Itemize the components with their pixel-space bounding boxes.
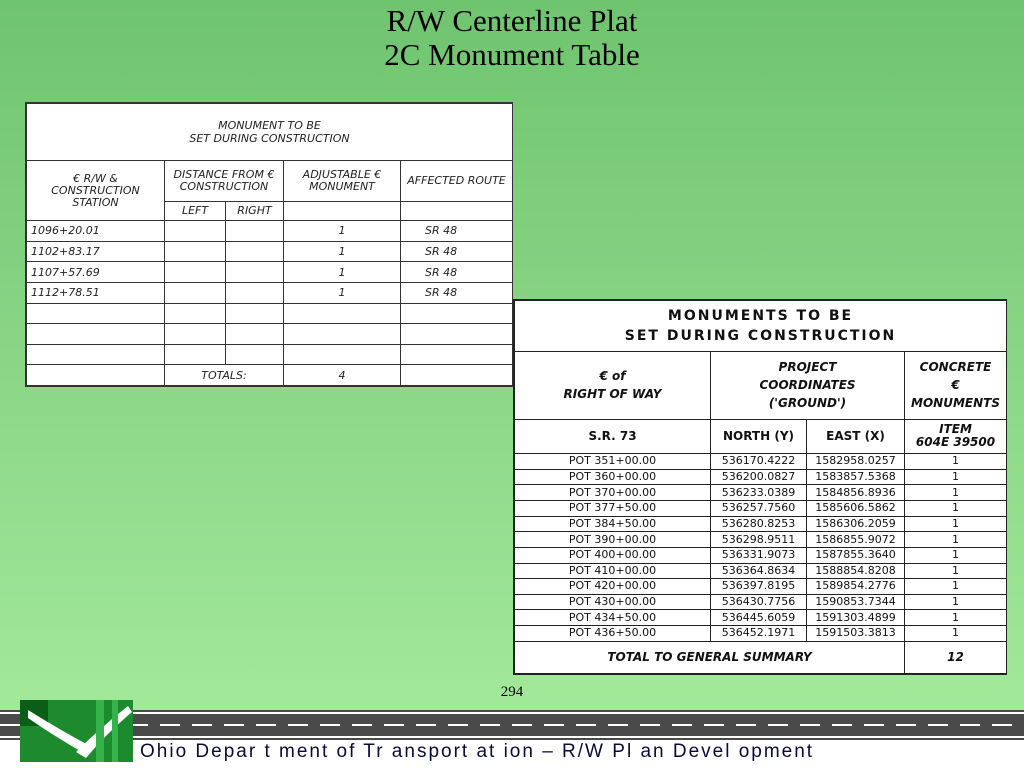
slide-title <box>0 4 1024 72</box>
table2-cell-pot: POT 351+00.00 <box>515 454 711 470</box>
table2-header-sr: S.R. 73 <box>515 419 711 453</box>
table2-cell-north: 536452.1971 <box>711 626 807 642</box>
monument-table-large <box>513 299 1007 675</box>
title-line-1: R/W Centerline Plat <box>386 3 638 38</box>
table1-cell-route <box>401 303 513 324</box>
table2-header-east: EAST (X) <box>807 419 905 453</box>
table2-cell-pot: POT 370+00.00 <box>515 485 711 501</box>
table2-row <box>515 610 1007 626</box>
table2-header-item-line1: ITEM <box>939 422 972 437</box>
table2-cell-north: 536170.4222 <box>711 454 807 470</box>
monument-table-small <box>25 102 513 387</box>
table2-cell-north: 536364.8634 <box>711 563 807 579</box>
table1-row <box>27 241 513 262</box>
table2-cell-count: 1 <box>905 532 1007 548</box>
table1-header-affected: AFFECTED ROUTE <box>401 161 513 201</box>
table2-header-col2-line2: COORDINATES <box>759 378 856 393</box>
table1-cell-station <box>27 344 165 365</box>
table1-cell-left <box>165 282 226 303</box>
table2-header-col3-line1: CONCRETE <box>919 360 992 375</box>
table1-cell-left <box>165 221 226 242</box>
table2-row <box>515 501 1007 517</box>
table2-cell-east: 1591503.3813 <box>807 626 905 642</box>
table1-totals-value: 4 <box>284 365 401 386</box>
table2-row <box>515 594 1007 610</box>
table1-cell-left <box>165 303 226 324</box>
table2-cell-count: 1 <box>905 501 1007 517</box>
table2-row <box>515 626 1007 642</box>
table2-cell-north: 536430.7756 <box>711 594 807 610</box>
table2-header-coordinates <box>711 352 905 420</box>
table2-cell-pot: POT 436+50.00 <box>515 626 711 642</box>
table2-row <box>515 516 1007 532</box>
table2-caption-line1: MONUMENTS TO BE <box>667 308 854 325</box>
title-line-2: 2C Monument Table <box>384 37 640 72</box>
table1-row <box>27 282 513 303</box>
table2-cell-north: 536298.9511 <box>711 532 807 548</box>
table2-header-item-line2: 604E 39500 <box>915 435 996 450</box>
table2-cell-pot: POT 384+50.00 <box>515 516 711 532</box>
table1-cell-route <box>401 324 513 345</box>
table1-cell-adjustable: 1 <box>284 262 401 283</box>
table2-cell-east: 1587855.3640 <box>807 547 905 563</box>
table1-cell-left <box>165 241 226 262</box>
table2-cell-north: 536445.6059 <box>711 610 807 626</box>
table2-cell-pot: POT 400+00.00 <box>515 547 711 563</box>
table1-header-left: LEFT <box>165 201 226 221</box>
table1-cell-left <box>165 262 226 283</box>
table2-row <box>515 563 1007 579</box>
table2-cell-pot: POT 390+00.00 <box>515 532 711 548</box>
table1-header-station: € R/W & CONSTRUCTION STATION <box>27 161 165 221</box>
table1-cell-right <box>226 241 284 262</box>
table2-cell-count: 1 <box>905 610 1007 626</box>
table2-header-col3-line2: € <box>951 378 960 393</box>
road-stripe-banner <box>0 710 1024 740</box>
table1-cell-adjustable <box>284 303 401 324</box>
table2-total-label: TOTAL TO GENERAL SUMMARY <box>515 641 905 673</box>
table2-cell-pot: POT 420+00.00 <box>515 579 711 595</box>
table2-header-col2-line3: ('GROUND') <box>768 396 847 411</box>
table1-cell-route: SR 48 <box>401 282 513 303</box>
table1-cell-right <box>226 324 284 345</box>
table2-cell-north: 536200.0827 <box>711 469 807 485</box>
table1-cell-station: 1107+57.69 <box>27 262 165 283</box>
table1-cell-station: 1102+83.17 <box>27 241 165 262</box>
table2-cell-count: 1 <box>905 485 1007 501</box>
table1-cell-adjustable: 1 <box>284 241 401 262</box>
table2-cell-pot: POT 360+00.00 <box>515 469 711 485</box>
table2-cell-pot: POT 410+00.00 <box>515 563 711 579</box>
table1-cell-left <box>165 344 226 365</box>
table1-cell-left <box>165 324 226 345</box>
table2-cell-east: 1583857.5368 <box>807 469 905 485</box>
odot-logo-icon <box>20 700 133 762</box>
table2-cell-north: 536397.8195 <box>711 579 807 595</box>
table2-cell-count: 1 <box>905 454 1007 470</box>
table2-row <box>515 547 1007 563</box>
table1-caption-line2: SET DURING CONSTRUCTION <box>189 132 350 146</box>
table1-cell-station <box>27 303 165 324</box>
table2-caption <box>515 301 1007 352</box>
table2-total-value: 12 <box>905 641 1007 673</box>
table1-cell-right <box>226 303 284 324</box>
table2-cell-north: 536257.7560 <box>711 501 807 517</box>
table2-cell-count: 1 <box>905 563 1007 579</box>
table2-cell-east: 1589854.2776 <box>807 579 905 595</box>
table2-header-monuments <box>905 352 1007 420</box>
table1-cell-adjustable <box>284 324 401 345</box>
table2-cell-east: 1590853.7344 <box>807 594 905 610</box>
table2-cell-count: 1 <box>905 547 1007 563</box>
table2-header-col1-line2: RIGHT OF WAY <box>563 387 662 402</box>
page-number: 294 <box>500 684 524 700</box>
table1-cell-right <box>226 262 284 283</box>
table2-cell-east: 1584856.8936 <box>807 485 905 501</box>
table2-cell-pot: POT 434+50.00 <box>515 610 711 626</box>
table1-cell-station: 1096+20.01 <box>27 221 165 242</box>
table1-totals-label: TOTALS: <box>165 365 284 386</box>
table2-header-col2-line1: PROJECT <box>778 360 837 375</box>
table1-row <box>27 303 513 324</box>
table1-row <box>27 221 513 242</box>
table2-header-north: NORTH (Y) <box>711 419 807 453</box>
footer-text: Ohio Depar t ment of Tr ansport at ion – R/W Pl an Devel opment <box>140 741 815 762</box>
table2-header-col3-line3: MONUMENTS <box>911 396 1000 411</box>
table2-cell-count: 1 <box>905 626 1007 642</box>
table2-cell-count: 1 <box>905 516 1007 532</box>
table1-caption <box>27 104 513 161</box>
table1-cell-right <box>226 221 284 242</box>
table2-row <box>515 579 1007 595</box>
table1-row <box>27 324 513 345</box>
table2-cell-east: 1586306.2059 <box>807 516 905 532</box>
table1-header-adjustable: ADJUSTABLE € MONUMENT <box>284 161 401 201</box>
table1-header-right: RIGHT <box>226 201 284 221</box>
table2-header-row <box>515 352 711 420</box>
table2-cell-east: 1585606.5862 <box>807 501 905 517</box>
table2-row <box>515 532 1007 548</box>
table2-cell-north: 536233.0389 <box>711 485 807 501</box>
table2-row <box>515 469 1007 485</box>
table2-cell-east: 1582958.0257 <box>807 454 905 470</box>
table2-cell-east: 1586855.9072 <box>807 532 905 548</box>
table2-caption-line2: SET DURING CONSTRUCTION <box>624 328 897 345</box>
table2-cell-north: 536280.8253 <box>711 516 807 532</box>
table1-row <box>27 344 513 365</box>
table1-cell-adjustable: 1 <box>284 282 401 303</box>
table2-cell-pot: POT 430+00.00 <box>515 594 711 610</box>
table1-cell-right <box>226 344 284 365</box>
table1-cell-route: SR 48 <box>401 262 513 283</box>
table1-cell-adjustable: 1 <box>284 221 401 242</box>
table1-cell-adjustable <box>284 344 401 365</box>
table2-header-item <box>905 419 1007 453</box>
table1-header-distance: DISTANCE FROM € CONSTRUCTION <box>165 161 284 201</box>
table2-cell-count: 1 <box>905 469 1007 485</box>
table1-cell-route <box>401 344 513 365</box>
table1-caption-line1: MONUMENT TO BE <box>218 119 321 133</box>
table2-cell-north: 536331.9073 <box>711 547 807 563</box>
table1-cell-station <box>27 324 165 345</box>
table2-cell-east: 1591303.4899 <box>807 610 905 626</box>
table1-cell-station: 1112+78.51 <box>27 282 165 303</box>
table2-row <box>515 454 1007 470</box>
table2-header-col1-line1: € of <box>599 369 626 384</box>
table1-cell-route: SR 48 <box>401 221 513 242</box>
table2-cell-east: 1588854.8208 <box>807 563 905 579</box>
table1-cell-route: SR 48 <box>401 241 513 262</box>
table2-row <box>515 485 1007 501</box>
table1-row <box>27 262 513 283</box>
table1-cell-right <box>226 282 284 303</box>
table2-cell-pot: POT 377+50.00 <box>515 501 711 517</box>
table2-cell-count: 1 <box>905 594 1007 610</box>
table2-cell-count: 1 <box>905 579 1007 595</box>
